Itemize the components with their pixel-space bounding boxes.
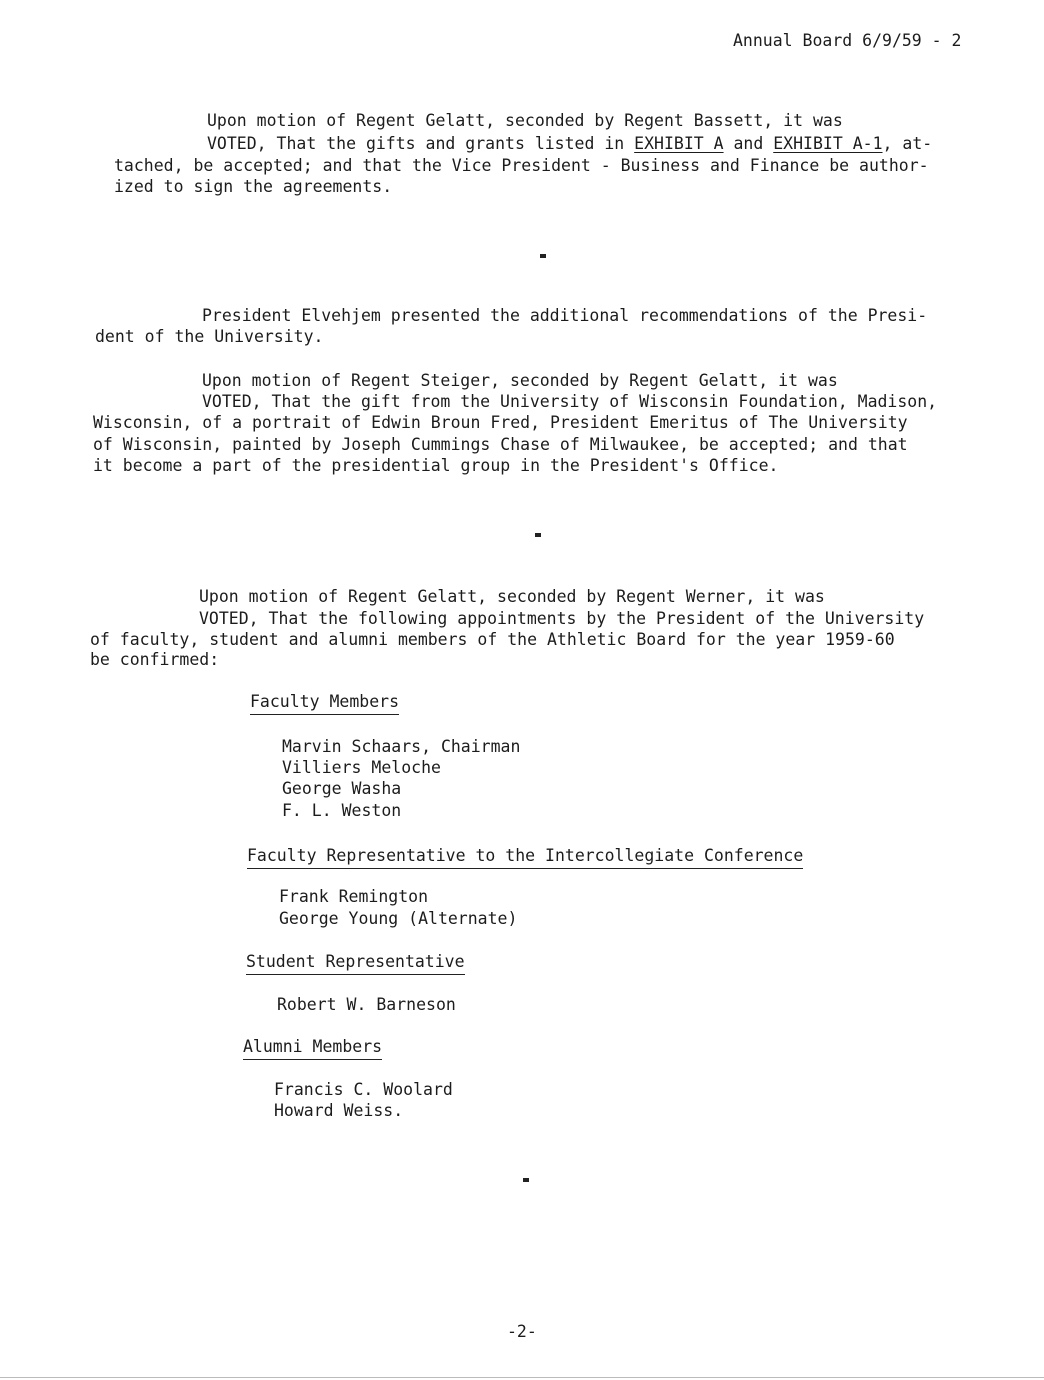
separator-mark: [540, 254, 546, 258]
para1-line2-prefix: VOTED, That the gifts and grants listed in: [207, 134, 635, 153]
para1-line2: [207, 134, 932, 154]
para1-line1: Upon motion of Regent Gelatt, seconded by Regent Bassett, it was: [207, 111, 843, 130]
faculty-member: F. L. Weston: [282, 801, 402, 820]
exhibit-a1-reference: EXHIBIT A-1: [773, 134, 883, 153]
alumni-member: Howard Weiss.: [274, 1101, 404, 1120]
para2-line2: dent of the University.: [95, 327, 324, 346]
faculty-representative: Frank Remington: [279, 887, 429, 906]
para1-and: and: [723, 134, 774, 153]
alumni-member: Francis C. Woolard: [274, 1080, 453, 1099]
exhibit-a-reference: EXHIBIT A: [634, 134, 724, 153]
scan-edge-line: [0, 1377, 1044, 1378]
para4-line1: Upon motion of Regent Gelatt, seconded by Regent Werner, it was: [199, 587, 825, 606]
running-header: Annual Board 6/9/59 - 2: [733, 31, 962, 50]
para3-line5: it become a part of the presidential group in the President's Office.: [93, 456, 779, 475]
faculty-representative-heading: Faculty Representative to the Intercollegiate Conference: [247, 846, 803, 869]
para1-line3: tached, be accepted; and that the Vice President - Business and Finance be author-: [114, 156, 929, 175]
faculty-representative: George Young (Alternate): [279, 909, 518, 928]
faculty-member: George Washa: [282, 779, 402, 798]
student-representative-heading: Student Representative: [246, 952, 465, 975]
faculty-member: Marvin Schaars, Chairman: [282, 737, 521, 756]
para4-line4: be confirmed:: [90, 650, 220, 669]
separator-mark: [523, 1178, 529, 1182]
student-representative: Robert W. Barneson: [277, 995, 456, 1014]
para1-line4: ized to sign the agreements.: [114, 177, 393, 196]
para4-line3: of faculty, student and alumni members of the Athletic Board for the year 1959-60: [90, 630, 895, 649]
para2-line1: President Elvehjem presented the additional recommendations of the Presi-: [202, 306, 928, 325]
para3-line3: Wisconsin, of a portrait of Edwin Broun Fred, President Emeritus of The University: [93, 413, 908, 432]
faculty-members-heading: Faculty Members: [250, 692, 399, 715]
separator-mark: [535, 533, 541, 537]
para4-line2: VOTED, That the following appointments by the President of the University: [199, 609, 925, 628]
alumni-members-heading: Alumni Members: [243, 1037, 382, 1060]
para1-line2-suffix: , at-: [882, 134, 933, 153]
para3-line2: VOTED, That the gift from the University of Wisconsin Foundation, Madison,: [202, 392, 938, 411]
faculty-member: Villiers Meloche: [282, 758, 441, 777]
para3-line4: of Wisconsin, painted by Joseph Cummings Chase of Milwaukee, be accepted; and that: [93, 435, 908, 454]
para3-line1: Upon motion of Regent Steiger, seconded by Regent Gelatt, it was: [202, 371, 838, 390]
page-number: -2-: [507, 1322, 537, 1341]
